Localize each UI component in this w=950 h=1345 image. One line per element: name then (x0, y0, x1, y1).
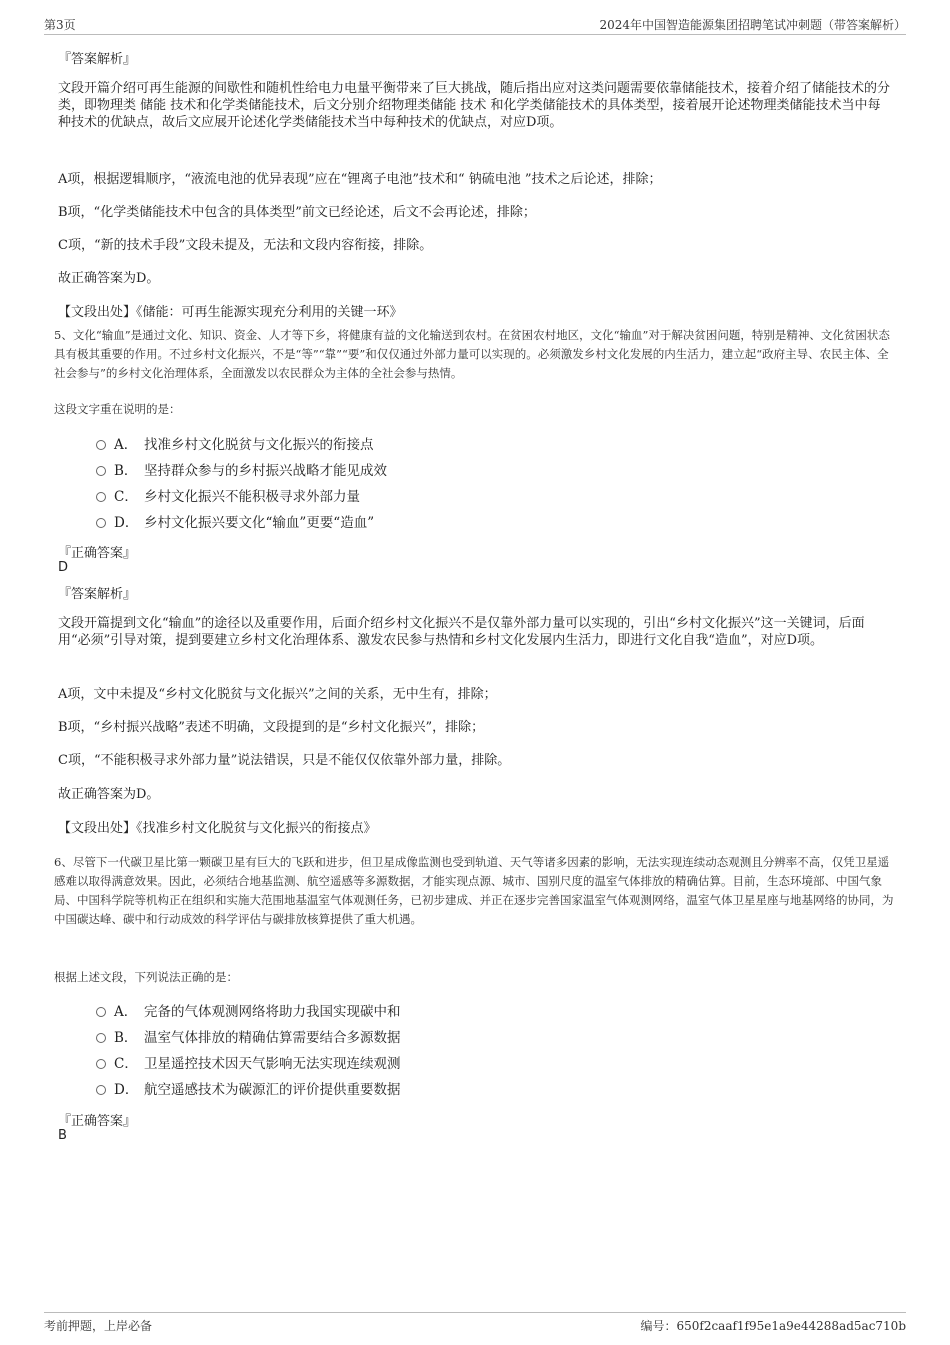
radio-icon[interactable] (96, 440, 106, 450)
radio-icon[interactable] (96, 518, 106, 528)
radio-icon[interactable] (96, 1007, 106, 1017)
q5-option-c-analysis: C项，“不能积极寻求外部力量”说法错误，只是不能仅仅依靠外部力量，排除。 (58, 753, 511, 768)
q5-conclusion: 故正确答案为D。 (58, 787, 160, 802)
q5-question: 这段文字重在说明的是： (54, 402, 181, 416)
radio-icon[interactable] (96, 492, 106, 502)
radio-icon[interactable] (96, 1085, 106, 1095)
q4-option-b-analysis: B项，“化学类储能技术中包含的具体类型”前文已经论述，后文不会再论述，排除； (58, 205, 536, 220)
q6-option-a[interactable]: A． 完备的气体观测网络将助力我国实现碳中和 (96, 1003, 401, 1021)
q6-option-b[interactable]: B． 温室气体排放的精确估算需要结合多源数据 (96, 1029, 401, 1047)
q4-conclusion: 故正确答案为D。 (58, 271, 160, 286)
page-footer (44, 1312, 906, 1335)
q5-option-b-analysis: B项，“乡村振兴战略”表述不明确，文段提到的是“乡村文化振兴”，排除； (58, 720, 485, 735)
q6-stem: 6、尽管下一代碳卫星比第一颗碳卫星有巨大的飞跃和进步，但卫星成像监测也受到轨道、天气等诸多因素的影响，无法实现连续动态观测且分辨率不高，仅凭卫星遥感难以取得满意效果。因此，必须结合地基监测、航空遥感等多源数据，才能实现点源、城市、国别尺度的温室气体排放的精确估算。目前，生态环境部、中国气象局、中国科学院等机构正在组织和实施大范围地基温室气体观测任务，已初步建成、并正在逐步完善国家温室气体观测网络，温室气体卫星星座与地基网络的协同，为中国碳达峰、碳中和行动成效的科学评估与碳排放核算提供了重大机遇。 (54, 855, 894, 926)
document-title: 2024年中国智造能源集团招聘笔试冲刺题（带答案解析） (599, 18, 906, 32)
q4-analysis: 文段开篇介绍可再生能源的间歇性和随机性给电力电量平衡带来了巨大挑战，随后指出应对这类问题需要依靠储能技术，接着介绍了储能技术的分类，即物理类 储能 技术和化学类储能技术，后文分别介绍物理类储能 技术 和化学类储能技术的具体类型，接着展开论述物理类储能技术当中每种技术的优缺点，故后文应展开论述化学类储能技术当中每种技术的优缺点，对应D项。 (58, 81, 891, 130)
q6-answer: B (58, 1128, 67, 1143)
q6-option-d[interactable]: D． 航空遥感技术为碳源汇的评价提供重要数据 (96, 1081, 401, 1099)
q4-analysis-label: 『答案解析』 (58, 52, 137, 67)
q5-option-c[interactable]: C． 乡村文化振兴不能积极寻求外部力量 (96, 488, 360, 506)
q4-option-c-analysis: C项，“新的技术手段”文段未提及，无法和文段内容衔接，排除。 (58, 238, 433, 253)
q5-option-a-analysis: A项，文中未提及“乡村文化脱贫与文化振兴”之间的关系，无中生有，排除； (58, 687, 497, 702)
footer-slogan: 考前押题，上岸必备 (44, 1319, 153, 1333)
q5-stem: 5、文化“输血”是通过文化、知识、资金、人才等下乡，将健康有益的文化输送到农村。在贫困农村地区，文化“输血”对于解决贫困问题，特别是精神、文化贫困状态具有极其重要的作用。不过乡村文化振兴，不是“等”“靠”“要”和仅仅通过外部力量可以实现的。必须激发乡村文化发展的内生活力，建立起“政府主导、农民主体、全社会参与”的乡村文化治理体系，全面激发以农民群众为主体的全社会参与热情。 (54, 328, 890, 380)
q5-analysis: 文段开篇提到文化“输血”的途径以及重要作用，后面介绍乡村文化振兴不是仅靠外部力量可以实现的，引出“乡村文化振兴”这一关键词，后面用“必须”引导对策，提到要建立乡村文化治理体系、激发农民参与热情和乡村文化发展内生活力，即进行文化自我“造血”，对应D项。 (58, 616, 865, 648)
q4-option-a-analysis: A项，根据逻辑顺序，“液流电池的优异表现”应在“锂离子电池”技术和“ 钠硫电池 ”技术之后论述，排除； (58, 172, 662, 187)
q6-option-c[interactable]: C． 卫星遥控技术因天气影响无法实现连续观测 (96, 1055, 401, 1073)
radio-icon[interactable] (96, 1059, 106, 1069)
radio-icon[interactable] (96, 466, 106, 476)
q5-option-a[interactable]: A． 找准乡村文化脱贫与文化振兴的衔接点 (96, 436, 374, 454)
q6-question: 根据上述文段，下列说法正确的是： (54, 970, 238, 984)
q5-answer-label: 『正确答案』 (58, 546, 137, 561)
document-id: 编号：650f2caaf1f95e1a9e44288ad5ac710b (640, 1319, 906, 1333)
q5-option-d[interactable]: D． 乡村文化振兴要文化“输血”更要“造血” (96, 514, 374, 532)
q5-analysis-label: 『答案解析』 (58, 587, 137, 602)
q5-source: 【文段出处】《找准乡村文化脱贫与文化振兴的衔接点》 (58, 821, 377, 836)
radio-icon[interactable] (96, 1033, 106, 1043)
q4-source: 【文段出处】《储能：可再生能源实现充分利用的关键一环》 (58, 305, 403, 320)
page-number: 第3页 (44, 18, 76, 32)
q6-answer-label: 『正确答案』 (58, 1114, 137, 1129)
q5-option-b[interactable]: B． 坚持群众参与的乡村振兴战略才能见成效 (96, 462, 387, 480)
page-header (44, 14, 906, 35)
q5-answer: D (58, 560, 69, 575)
